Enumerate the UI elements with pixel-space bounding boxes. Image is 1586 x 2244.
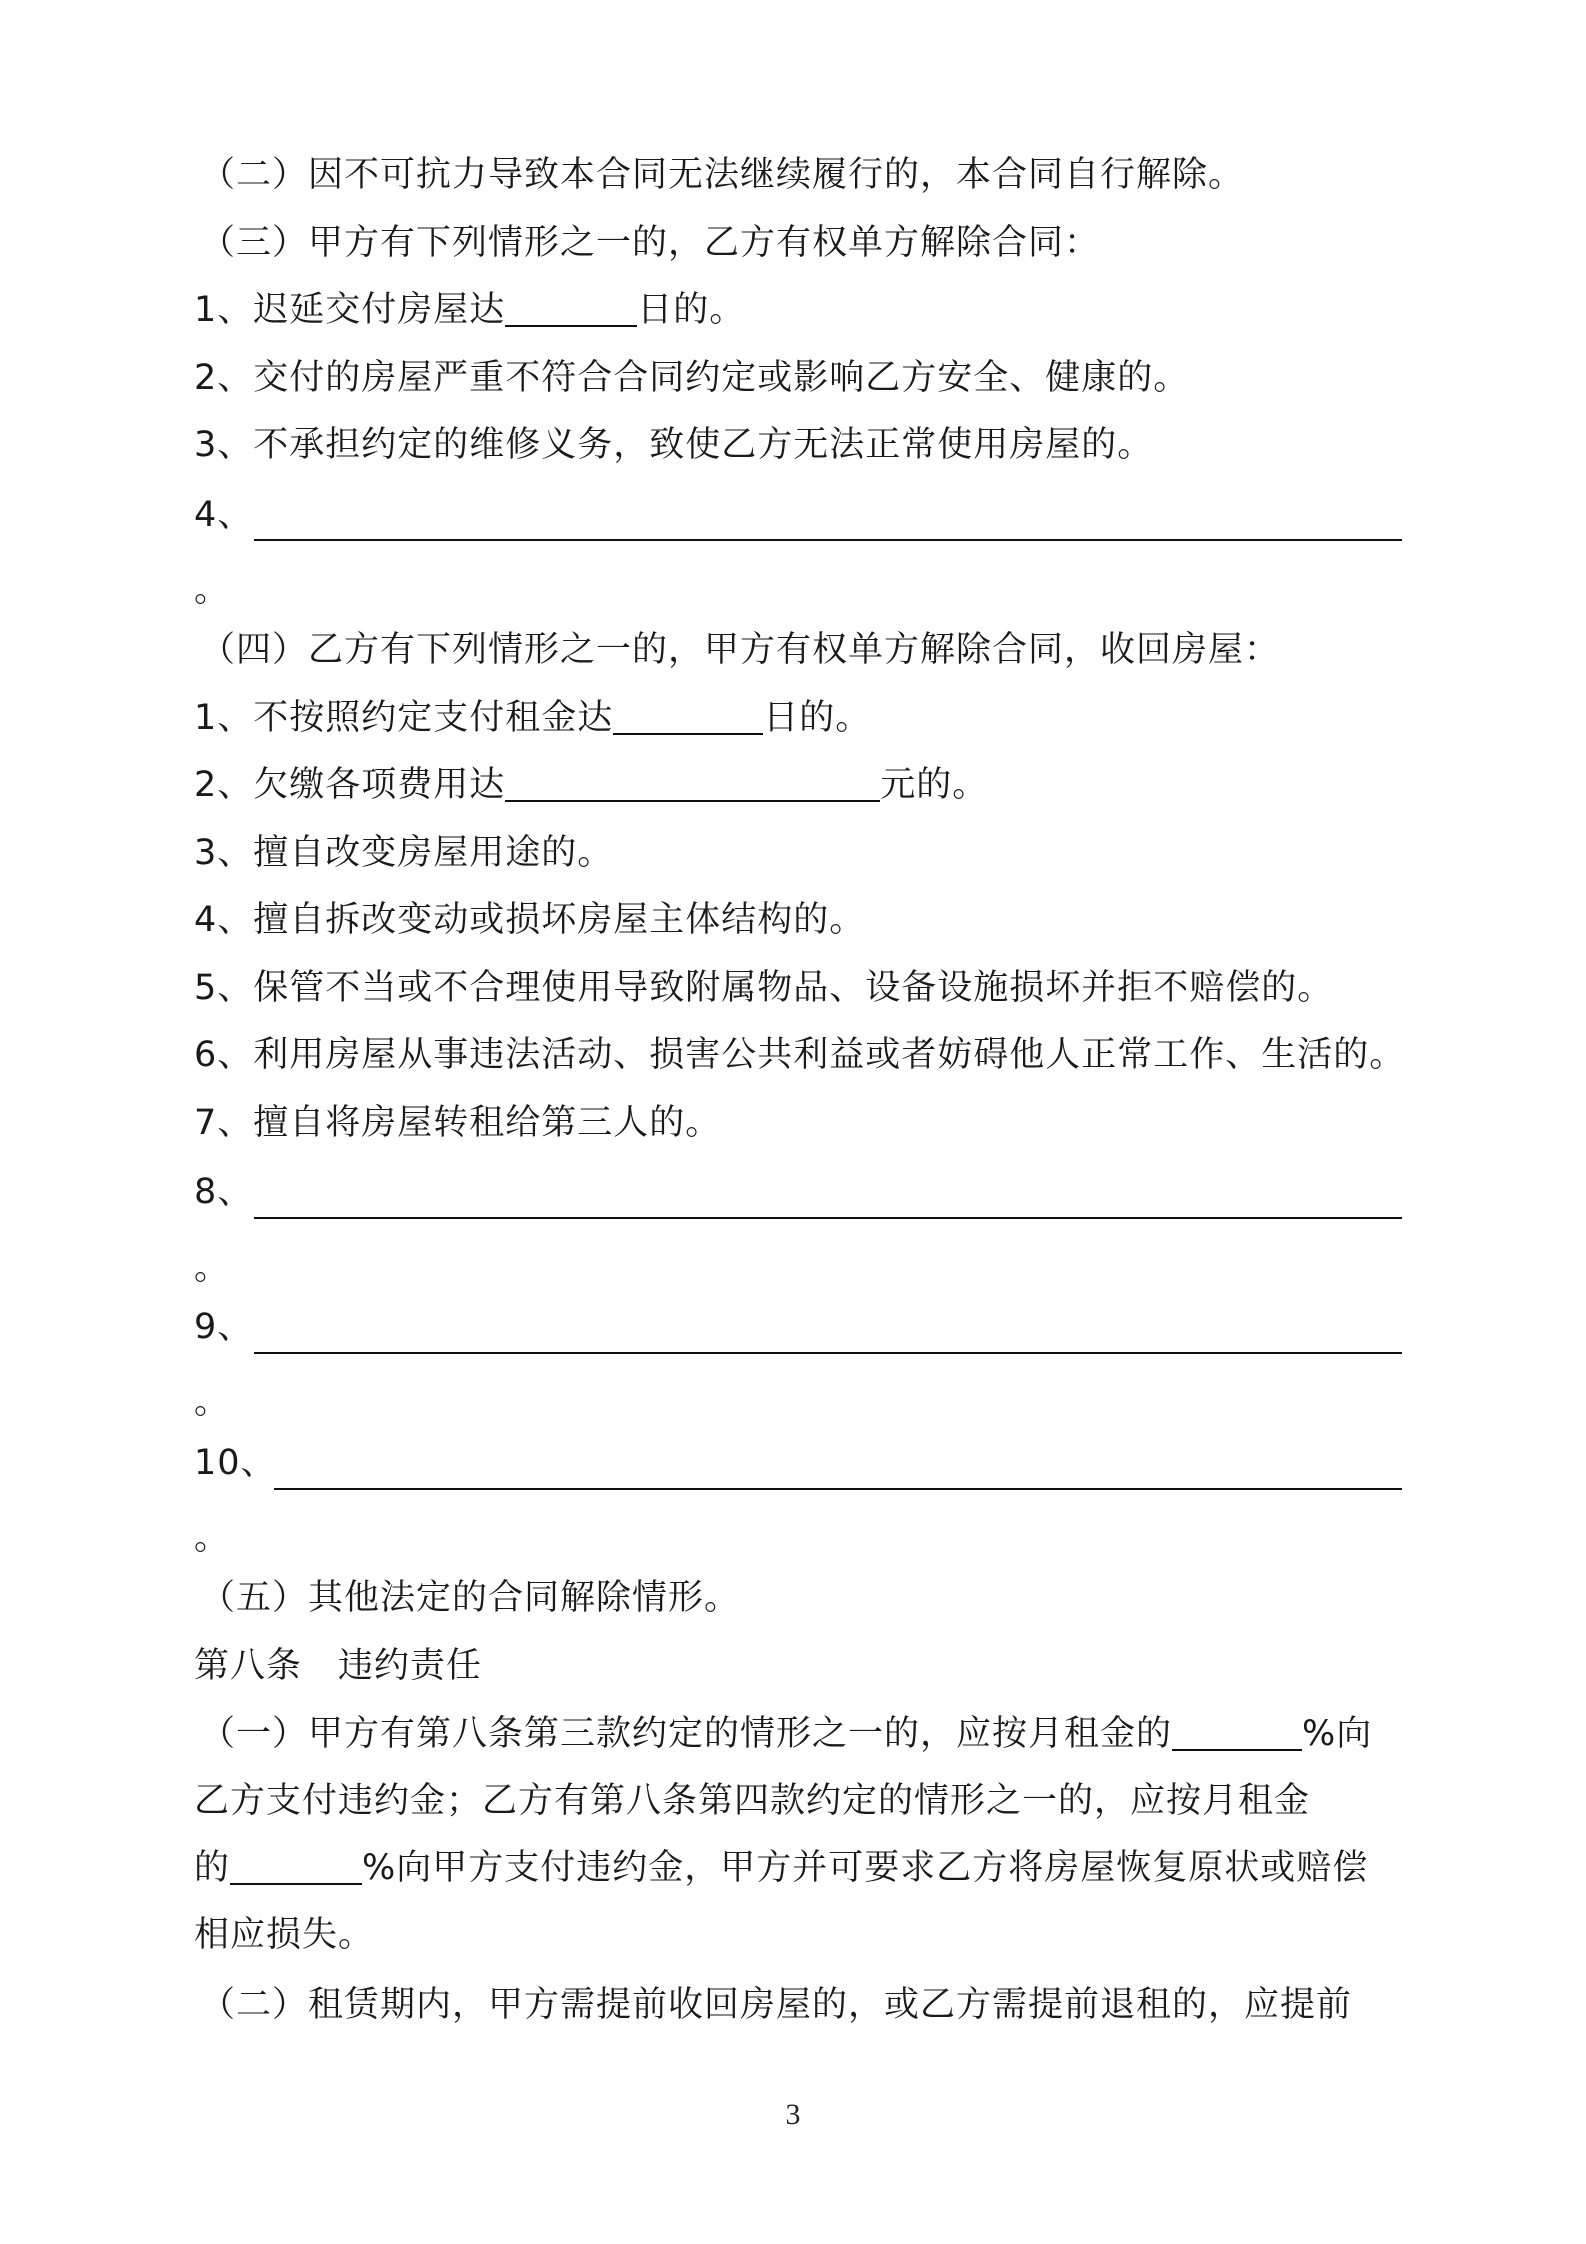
clause-4-item-10-end: 。: [194, 1518, 230, 1558]
clause-4-item-9-blank[interactable]: [254, 1352, 1402, 1354]
clause-3-item-2: 2、交付的房屋严重不符合合同约定或影响乙方安全、健康的。: [194, 358, 1190, 398]
clause-4-item-8: 8、: [194, 1172, 254, 1212]
delay-days-blank[interactable]: [505, 285, 637, 327]
clause-4-item-9: 9、: [194, 1307, 254, 1347]
clause-4-item-10: 10、: [194, 1443, 277, 1483]
clause-3-item-1: 1、迟延交付房屋达 日的。: [194, 280, 1404, 340]
clause-force-majeure: （二）因不可抗力导致本合同无法继续履行的，本合同自行解除。: [200, 155, 1245, 195]
clause-4-item-8-end: 。: [194, 1248, 230, 1288]
clause-4-item-10-blank[interactable]: [274, 1488, 1402, 1490]
tenant-penalty-percent-blank[interactable]: [230, 1843, 362, 1885]
liability-clause-1-line-2: 乙方支付违约金；乙方有第八条第四款约定的情形之一的，应按月租金: [194, 1781, 1311, 1821]
clause-4-heading: （四）乙方有下列情形之一的，甲方有权单方解除合同，收回房屋：: [200, 630, 1281, 670]
clause-4-item-8-blank[interactable]: [254, 1217, 1402, 1219]
page-number: 3: [785, 2098, 801, 2131]
clause-4-item-5: 5、保管不当或不合理使用导致附属物品、设备设施损坏并拒不赔偿的。: [194, 968, 1334, 1008]
clause-4-item-3: 3、擅自改变房屋用途的。: [194, 833, 614, 873]
liability-clause-1-line-3: 的 %向甲方支付违约金，甲方并可要求乙方将房屋恢复原状或赔偿: [194, 1838, 1404, 1898]
clause-3-heading: （三）甲方有下列情形之一的，乙方有权单方解除合同：: [200, 223, 1101, 263]
fee-arrears-amount-blank[interactable]: [505, 760, 880, 802]
liability-clause-2: （二）租赁期内，甲方需提前收回房屋的，或乙方需提前退租的，应提前: [200, 1985, 1353, 2025]
clause-3-item-4-blank[interactable]: [254, 539, 1402, 541]
clause-4-item-1: 1、不按照约定支付租金达 日的。: [194, 688, 1404, 748]
liability-clause-1: （一）甲方有第八条第三款约定的情形之一的，应按月租金的 %向: [200, 1704, 1410, 1764]
clause-4-item-9-end: 。: [194, 1382, 230, 1422]
landlord-penalty-percent-blank[interactable]: [1172, 1709, 1302, 1751]
liability-clause-1-line-4: 相应损失。: [194, 1915, 375, 1955]
clause-3-item-4: 4、: [194, 495, 254, 535]
clause-3-item-3: 3、不承担约定的维修义务，致使乙方无法正常使用房屋的。: [194, 425, 1154, 465]
clause-3-item-4-end: 。: [194, 570, 230, 610]
clause-5-statutory: （五）其他法定的合同解除情形。: [200, 1578, 741, 1618]
article-8-heading: 第八条 违约责任: [194, 1646, 483, 1686]
clause-4-item-7: 7、擅自将房屋转租给第三人的。: [194, 1103, 722, 1143]
rent-arrears-days-blank[interactable]: [613, 693, 763, 735]
clause-4-item-2: 2、欠缴各项费用达 元的。: [194, 755, 1404, 815]
clause-4-item-6: 6、利用房屋从事违法活动、损害公共利益或者妨碍他人正常工作、生活的。: [194, 1035, 1406, 1075]
clause-4-item-4: 4、擅自拆改变动或损坏房屋主体结构的。: [194, 900, 866, 940]
